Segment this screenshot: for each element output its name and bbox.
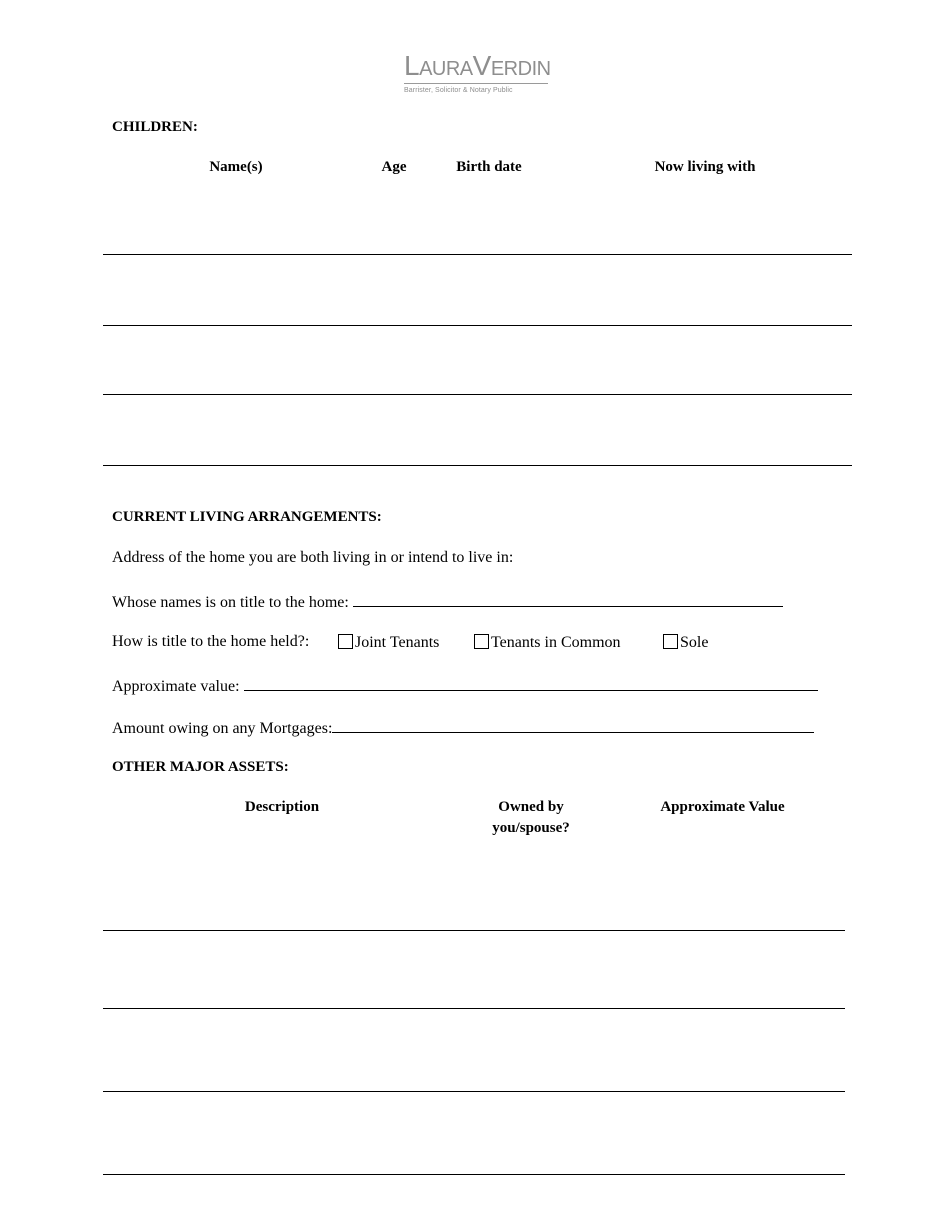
sole-checkbox[interactable]: [663, 634, 678, 649]
option-sole[interactable]: [663, 634, 708, 651]
children-col-living-with: Now living with: [654, 159, 756, 175]
logo-rest-aura: AURA: [419, 58, 473, 80]
children-row-line[interactable]: [103, 325, 852, 326]
title-held-label: How is title to the home held?:: [112, 633, 310, 650]
assets-row-line[interactable]: [103, 1174, 845, 1175]
firm-logo: [404, 52, 551, 80]
mortgage-row: [112, 718, 814, 737]
assets-row-line[interactable]: [103, 1091, 845, 1092]
children-row-line[interactable]: [103, 254, 852, 255]
logo-rest-erdin: ERDIN: [490, 58, 551, 80]
joint-tenants-checkbox[interactable]: [338, 634, 353, 649]
children-col-age: Age: [381, 159, 407, 175]
tenants-in-common-label: Tenants in Common: [491, 634, 621, 651]
children-row-line[interactable]: [103, 394, 852, 395]
children-col-birthdate: Birth date: [456, 159, 522, 175]
assets-row-line[interactable]: [103, 1008, 845, 1009]
mortgage-field[interactable]: [332, 718, 814, 733]
option-tenants-in-common[interactable]: [474, 634, 621, 651]
children-heading: CHILDREN:: [112, 119, 198, 135]
assets-col-description: Description: [244, 799, 320, 815]
approx-value-field[interactable]: [244, 676, 818, 691]
approx-value-row: [112, 676, 818, 695]
logo-divider: [404, 83, 548, 84]
assets-heading: OTHER MAJOR ASSETS:: [112, 759, 289, 775]
title-names-label: Whose names is on title to the home:: [112, 594, 349, 611]
title-names-field[interactable]: [353, 592, 783, 607]
logo-tagline: Barrister, Solicitor & Notary Public: [404, 87, 513, 94]
option-joint-tenants[interactable]: [338, 634, 439, 651]
assets-col-owned-line2: you/spouse?: [492, 820, 570, 836]
sole-label: Sole: [680, 634, 709, 651]
mortgage-label: Amount owing on any Mortgages:: [112, 720, 333, 737]
title-names-row: [112, 592, 783, 611]
children-row-line[interactable]: [103, 465, 852, 466]
assets-row-line[interactable]: [103, 930, 845, 931]
address-label: Address of the home you are both living in or intend to live in:: [112, 549, 514, 566]
assets-col-owned-line1: Owned by: [498, 799, 564, 815]
logo-initial-l: L: [404, 50, 420, 81]
logo-initial-v: V: [472, 50, 491, 81]
assets-col-value: Approximate Value: [660, 799, 785, 815]
title-held-row: [112, 634, 309, 650]
living-heading: CURRENT LIVING ARRANGEMENTS:: [112, 509, 382, 525]
tenants-in-common-checkbox[interactable]: [474, 634, 489, 649]
approx-value-label: Approximate value:: [112, 678, 240, 695]
children-col-names: Name(s): [209, 159, 263, 175]
joint-tenants-label: Joint Tenants: [355, 634, 440, 651]
